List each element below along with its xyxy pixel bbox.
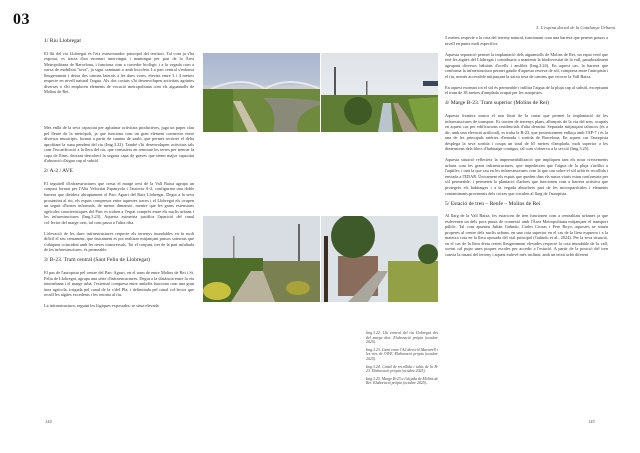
paragraph: El pas de l'autopista pel centre del Parc Agrari, en el tram de entre Molins de Rei i St. Feliu de Llobregat, agrupa una sèrie d'infraestructures. Degut a la distància entre la via interurbana i el marge urbà, l'extensió compresa entre ambdós funciona com una gran àrea agrícola, irrigada pel canal de la c/del Pla, i delimitada pel canal col·lector que recull les aigües excedents i les retorna al riu. [44,269,194,298]
caption: Img.3.22. Llit central del riu Llobregat des del marge dret. Elaboració pròpia (octubre 2025). [366,331,438,345]
section-heading: 5/ Estació de tren – Renfe – Molins de Rei [445,200,541,207]
section-heading: 1/ Riu Llobregat [44,38,81,44]
section-heading: 4/ Marge B-23. Tram superior (Molins de Rei) [445,100,549,107]
paragraph: Aquesta situació reflecteix la impermeabilització que impliquen tant els nous creixements urbans com les grans infraestructures, que impedeixen que l'aigua de la pluja s'infiltri a l'aqüífer, i tant la que cau en les infraestructures com la que cau sobre el sòl urbà és recollida i enviada a l'EDAR. Únicament els espais que queden dins els nusos viaris estan conformats per sòl permeable, i permeten la plantació d'arbres que funcionen com a barrera acústica que protegeix els habitatges i a la vegada absorbeix part de les micropartícules i elements contaminants provinents dels cotxes que circulen al llarg de l'autopista. [445,157,608,196]
section-heading: 2/ A-2 / AVE [44,168,73,175]
paragraph: Aquesta frontera marca el nou límit de la ciutat que permet la implantació de les infraestructures de transport. Es tracten de terrenys plans, allunyats de la via del tren, ocupats en aquest cas per edificacions residencials d'alta densitat. Separada mitjançant taluscos (és a dir, amb una elevació artificial), es troba la B-23, que posteriorment enllaça amb l'AP-7 i és la una de les principals artèries d'entrada i sortida de Barcelona. En aquest cas l'autopista desplega la seva sortida i ocupa un total de 65 metres d'amplada, molt superior a les dimensions dels blocs d'habitatge contigus, tal com s'observa a la secció (Img.3.25). [445,112,608,152]
running-header: 3. L'espina dorsal de la Catalunya Urbana [536,25,615,30]
photo-row-top [203,53,438,132]
paragraph: En aquest escenari tot el sòl és permeable i infiltra l'aigua de la pluja cap al subsòl, exceptuant el tram de 38 metres d'amplada ocupat per les autopistes. [445,84,608,96]
paragraph: L'elevació de les dues infraestructures respecte els terrenys inundables en fa molt difícil el seu creuament, que únicament es pot realitzar mitjançant passos soterrats que s'ubiquen coincidint amb les rieres transversals. Tot el conjunt, tret de la part asfaltada de les infraestructures, és permeable. [44,230,194,253]
paragraph: Aquesta separació permet la implantació dels aiguamolls de Molins de Rei, un espai verd que reté les aigües del Llobregat i contribueix a mantenir la biodiversitat de la vall, paradoxalment agrupant diversos hàbitats d'ocells i amfibis (Img.3.24). En aquest cas, la barrera que conforma la infraestructura permet gaudir d'aquesta reserva de sòl, compresa entre l'autopista i el riu, només accessible mitjançant la xarxa tova de camins que recorre la Vall Baixa. [445,51,608,79]
left-page-column-continued [44,125,194,314]
paragraph: Més enllà de la seva capacitat per aglutinar activitats productives, juga un paper clau pel lleure de la metròpoli, ja que funciona com un gran element connector entre diversos municipis, format a partir de camins de sauló, que permet recórrer el delta aprofitant la suau pendent del riu (Img.3.22). També s'hi desenvolupen activitats tals com l'escarificació a la llera del riu, que consisteix en remoure les terres per trencar la capa de llims, deixant descobert la segona capa de graves que tenen major capacitat d'absorció d'aigua cap al subsòl. [44,125,194,164]
paragraph: La infraestructura, seguint les lògiques exposades, se situa elevada [44,303,159,309]
caption: Img.3.25. Marge B-23 a l'alçada de Molins de Rei. Elaboració pròpia (octubre 2025). [366,376,439,386]
right-page-column [445,35,608,263]
caption: Img.3.24. Canal de recollida i talús de la B-23. Elaboració pròpia (octubre 2025). [366,364,438,374]
page-number-right: 145 [588,419,595,424]
caption: Img.3.23. Camí entre l'A2 direcció Martorell i les vies de l'AVE. Elaboració pròpia (octubre 2025). [366,347,438,361]
photo-bridge-and-channel [203,53,438,132]
image-captions [366,331,438,389]
paragraph: El llit del riu Llobregat és l'eix estructurador principal del territori. Tal com ja s'ha exposat, es tracta d'un escenari intervingut i mantingut per part de la Àrea Metropolitana de Barcelona, i funciona com a corredor biològic i a la vegada com a xarxa de mobilitat "tova", ja sigui caminant o amb bicicleta. La part central s'enfonsa lleugerament i deixa dos camins laterals a les dues vores, elevats entre 3 i 4 metres respecte en nivell natural l'aigua. Als dos costats s'hi desenvolupen activitats agràries diverses o s'hi emplacen elements de vocació metropolitana com els aiguamolls de Molins de Rei. [44,50,194,95]
paragraph: El seguitell d'infraestructures que creua el marge oest de la Vall Baixa agrupa un conjunt format per l'Alta Velocitat Espanyola i l'autovia A-2, configurant una doble barrera que divideix abruptament el Parc Agrari del Baix Llobregat. Degut a la seva proximitat al riu, els espais compresos entre aquestes traces i el Llobregat els ocupen un seguit d'hortes informals, de menor dimensió, mentre que les grans extensions agrícoles característiques del Parc es troben a l'espai comprès entre els nuclis urbans i les infraestructures (Img.3.23). Aquesta asimetria justifica l'aparició del canal col·lector del marge oest, tal com passa a l'altra riba. [44,180,194,225]
chapter-number: 03 [13,11,30,28]
photo-path-and-embankment [203,216,438,302]
section-heading: 3/ B-23. Tram central (Sant Feliu de Llobregat) [44,257,150,264]
paragraph: Al llarg de la Vall Baixa, les estacions de tren funcionen com a centralitats urbanes ja que esdevenen un dels pocs punts de connexió amb l'Àrea Metropolitana mitjançant el transport públic. Tal com apunten Julián Galindo, Carles Crosas i Pere Royo, aquestes se situen properes al centre dels nuclis urbans, en una cota superior en el cas de la llera esquerra i a la mateixa cota en la llera oposada del vial principal (Galindo et al., 2024). Per la seva situació, en el cas de la llera dreta resten lleugerament elevades respecte la cota inundable de la vall, sovint cal pujar unes poques escales per accedir a l'estació. A partir de la posició del tren canvia la rasant del terreny i aquest esdevé més inclinat, amb un teixit urbà diferent [445,213,608,257]
photo-row-bottom [203,216,438,302]
page-number-left: 144 [45,419,52,424]
left-page-column [44,39,194,100]
paragraph: 5 metres respecte a la cota del terreny natural, funcionant com una barrera que permet passos a nivell en punts molt específics. [445,35,608,46]
